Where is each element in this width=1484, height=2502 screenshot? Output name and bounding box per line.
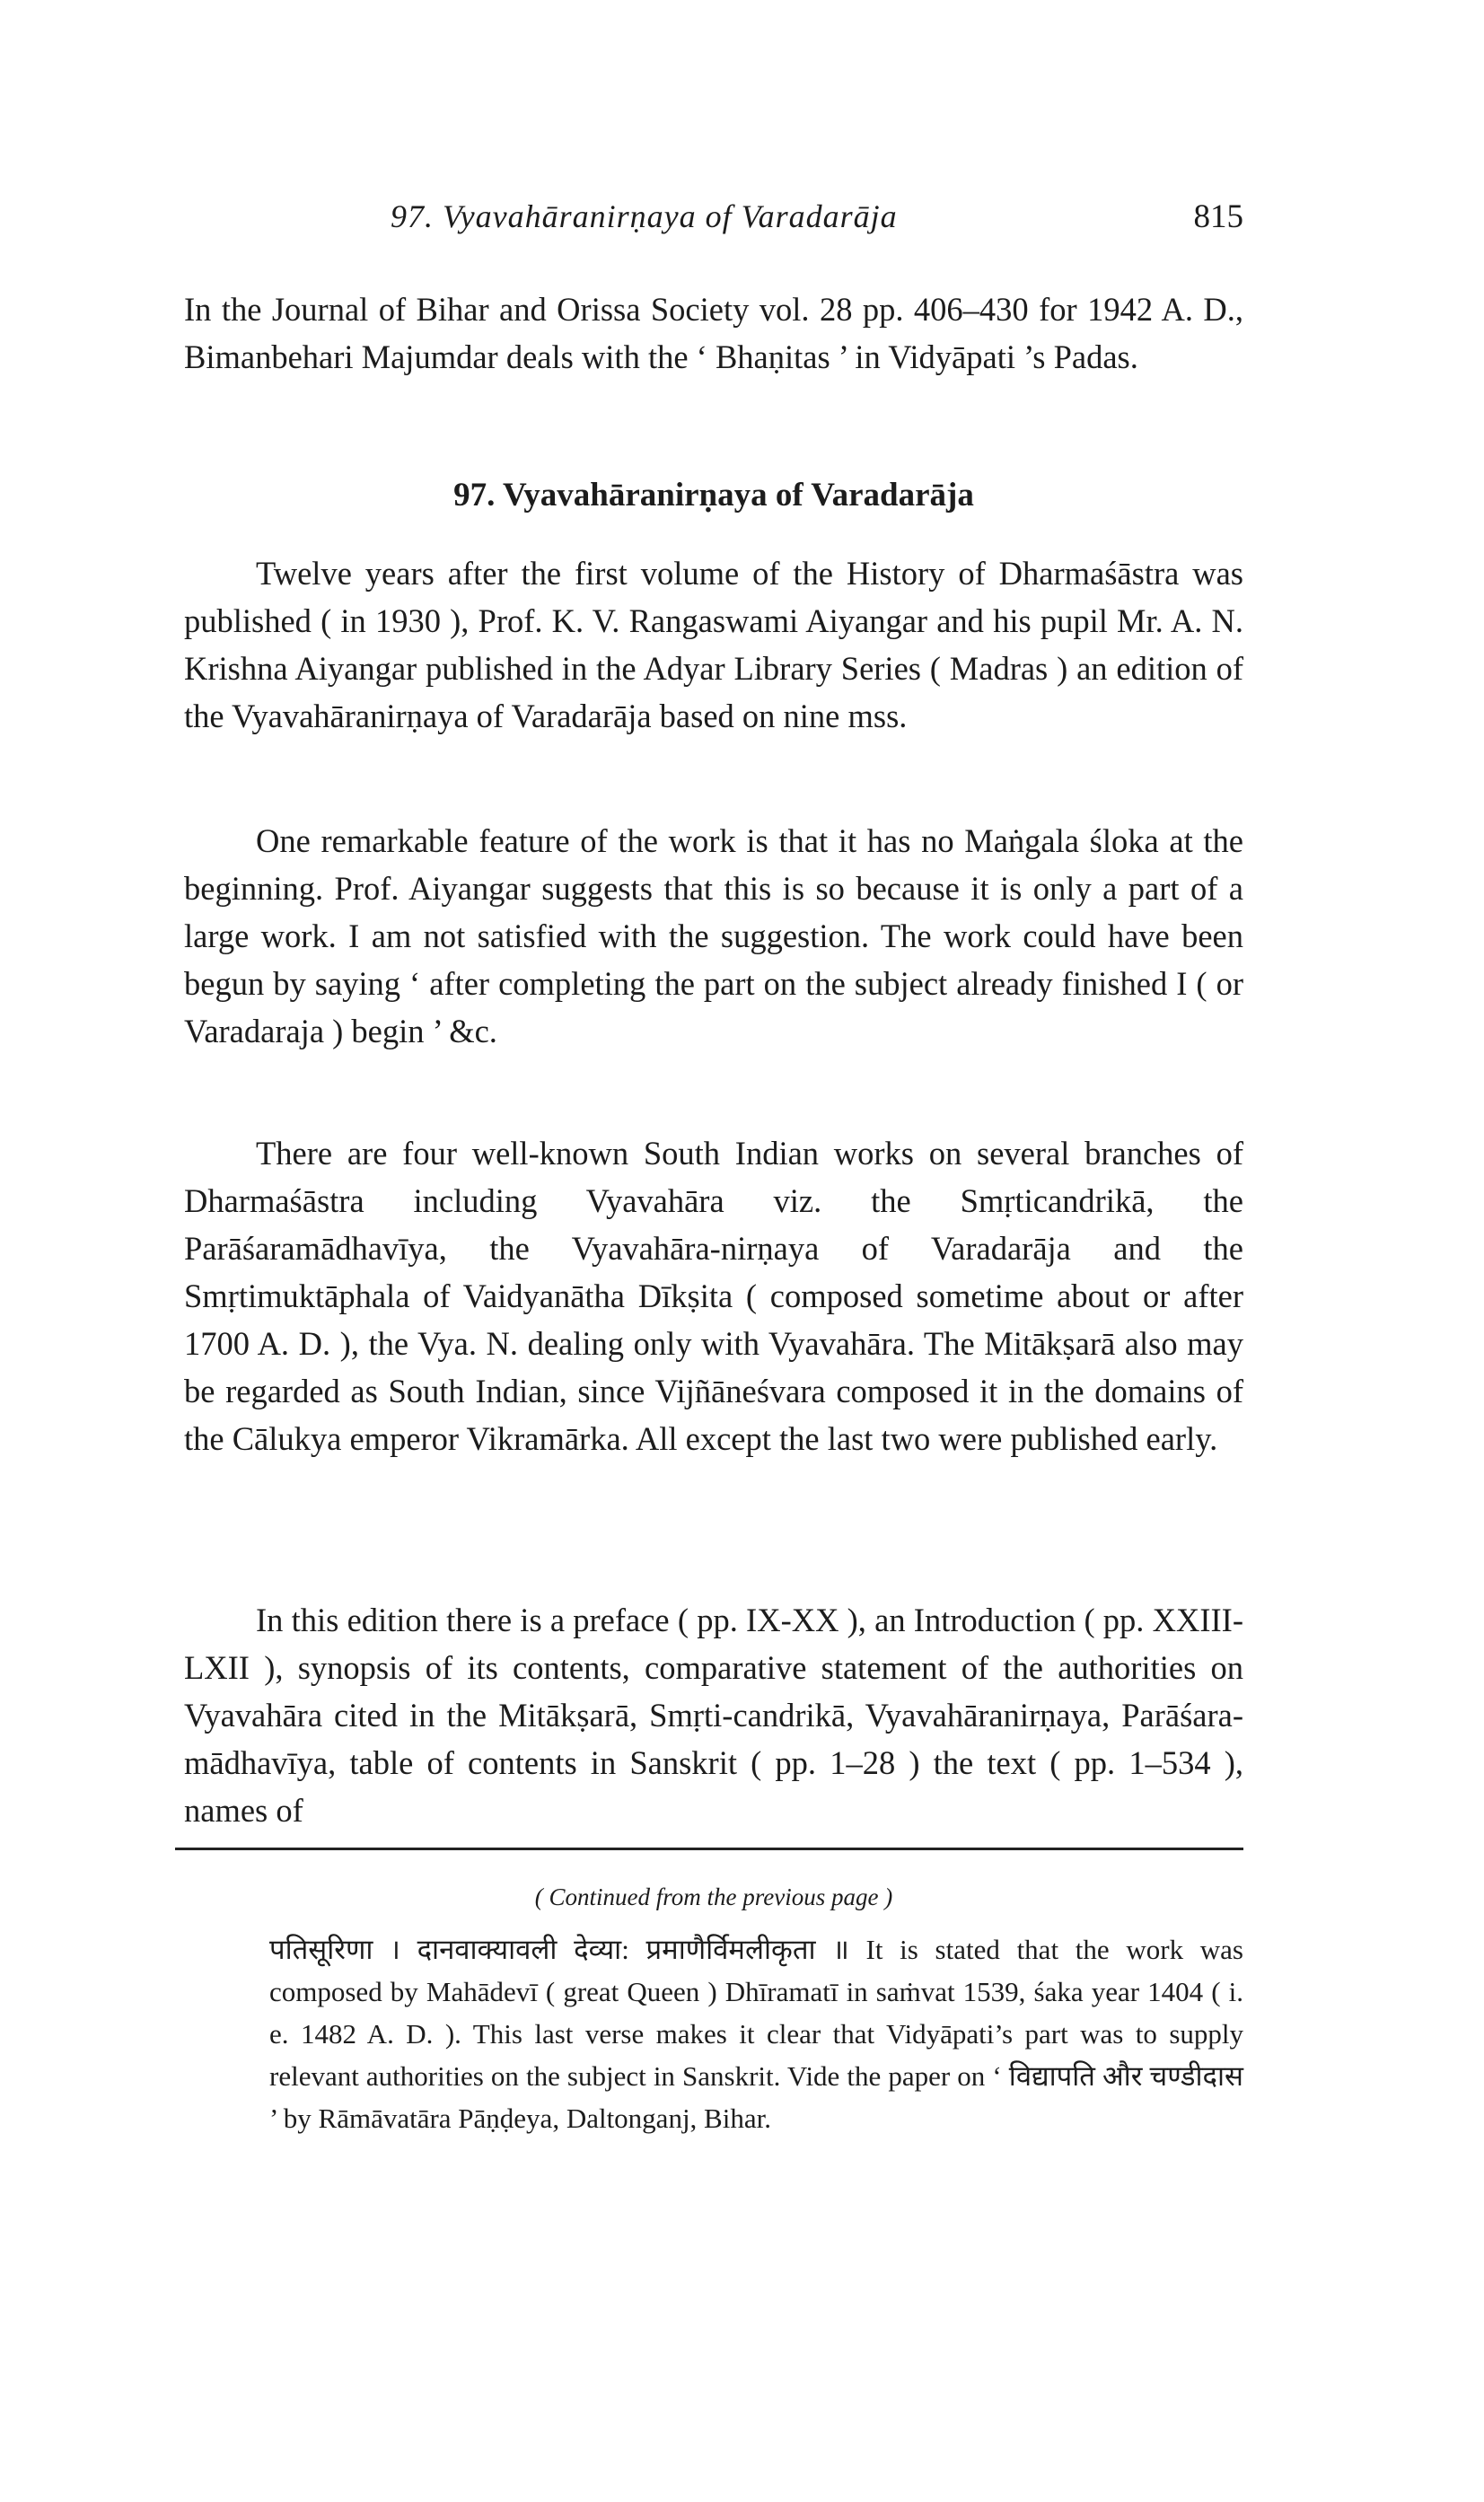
paragraph-mangala: One remarkable feature of the work is that it has no Maṅgala śloka at the beginning. Prof. Aiyangar suggests that this is so because it is only a part of a large work. I am not satisfied with the suggestion. The work could have been begun by saying ‘ after completing the part on the subject already finished I ( or Varadaraja ) begin ’ &c. (184, 822, 1243, 1049)
paragraph-history: Twelve years after the first volume of the History of Dharmaśāstra was published ( in 1930 ), Prof. K. V. Rangaswami Aiyangar and his pupil Mr. A. N. Krishna Aiyangar published in the Adyar Library Series ( Madras ) an edition of the Vyavahāranirṇaya of Varadarāja based on nine mss. (184, 555, 1243, 734)
footnote-text: पतिसूरिणा । दानवाक्यावली देव्या: प्रमाणैर्विमलीकृता ॥ It is stated that the work was composed by Mahādevī ( great Queen ) Dhīramatī in saṁvat 1539, śaka year 1404 ( i. e. 1482 A. D. ). This last verse makes it clear that Vidyāpati’s part was to supply relevant authorities on the subject in Sanskrit. Vide the paper on ‘ विद्यापति और चण्डीदास ’ by Rāmāvatāra Pāṇḍeya, Daltonganj, Bihar. (269, 1934, 1243, 2134)
page-number: 815 (1193, 198, 1243, 235)
journal-paragraph: In the Journal of Bihar and Orissa Society vol. 28 pp. 406–430 for 1942 A. D., Bimanbehari Majumdar deals with the ‘ Bhaṇitas ’ in Vidyāpati ’s Padas. (184, 291, 1243, 375)
footnote-divider (175, 1848, 1243, 1850)
section-heading: 97. Vyavahāranirṇaya of Varadarāja (453, 477, 974, 514)
running-title: 97. Vyavahāranirṇaya of Varadarāja (391, 198, 898, 234)
paragraph-edition-contents: In this edition there is a preface ( pp. IX-XX ), an Introduction ( pp. XXIII-LXII ), synopsis of its contents, comparative statement of the authorities on Vyavahāra cited in the Mitākṣarā, Smṛti-candrikā, Vyavahāranirṇaya, Parāśara-mādhavīya, table of contents in Sanskrit ( pp. 1–28 ) the text ( pp. 1–534 ), names of (184, 1602, 1243, 1829)
footnote-continued-label: ( Continued from the previous page ) (534, 1883, 893, 1910)
paragraph-south-indian-works: There are four well-known South Indian works on several branches of Dharmaśāstra including Vyavahāra viz. the Smṛticandrikā, the Parāśaramādhavīya, the Vyavahāra-nirṇaya of Varadarāja and the Smṛtimuktāphala of Vaidyanātha Dīkṣita ( composed sometime about or after 1700 A. D. ), the Vya. N. dealing only with Vyavahāra. The Mitākṣarā also may be regarded as South Indian, since Vijñāneśvara composed it in the domains of the Cālukya emperor Vikramārka. All except the last two were published early. (184, 1135, 1243, 1457)
running-head (184, 198, 1243, 251)
